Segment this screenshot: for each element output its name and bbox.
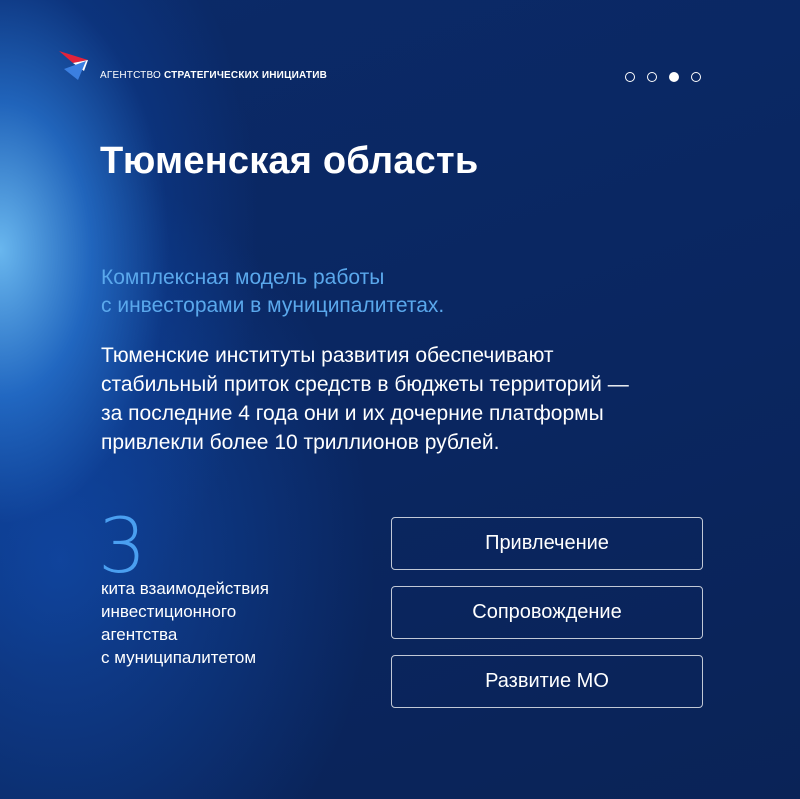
body-line-4: привлекли более 10 триллионов рублей. [101,431,500,454]
pagination-dot-3-active[interactable] [669,72,679,82]
pagination-dots [625,72,701,82]
pillars-list [391,517,703,724]
pillar-support: Сопровождение [391,586,703,639]
stat-description [101,577,341,669]
body-line-1: Тюменские институты развития обеспечивают [101,344,554,367]
asi-logo-mark-icon [58,47,102,81]
stat-line-3: агентства [101,625,178,644]
logo-text-light: АГЕНТСТВО [100,70,164,81]
stat-line-4: с муниципалитетом [101,648,257,667]
stat-line-2: инвестиционного [101,602,237,621]
subtitle-line-1: Комплексная модель работы [101,266,385,289]
body-line-3: за последние 4 года они и их дочерние платформы [101,402,604,425]
body-line-2: стабильный приток средств в бюджеты территорий — [101,373,629,396]
stat-number: 3 [98,501,147,590]
pillar-attraction: Привлечение [391,517,703,570]
pagination-dot-4[interactable] [691,72,701,82]
pagination-dot-2[interactable] [647,72,657,82]
subtitle [101,264,621,320]
logo-text [100,70,327,81]
logo-text-bold: СТРАТЕГИЧЕСКИХ ИНИЦИАТИВ [163,70,328,81]
body-paragraph [101,341,741,457]
asi-logo [58,47,327,81]
subtitle-line-2: с инвесторами в муниципалитетах. [101,294,445,317]
pillar-development: Развитие МО [391,655,703,708]
stat-line-1: кита взаимодействия [101,579,269,598]
pagination-dot-1[interactable] [625,72,635,82]
page-title: Тюменская область [100,140,479,182]
